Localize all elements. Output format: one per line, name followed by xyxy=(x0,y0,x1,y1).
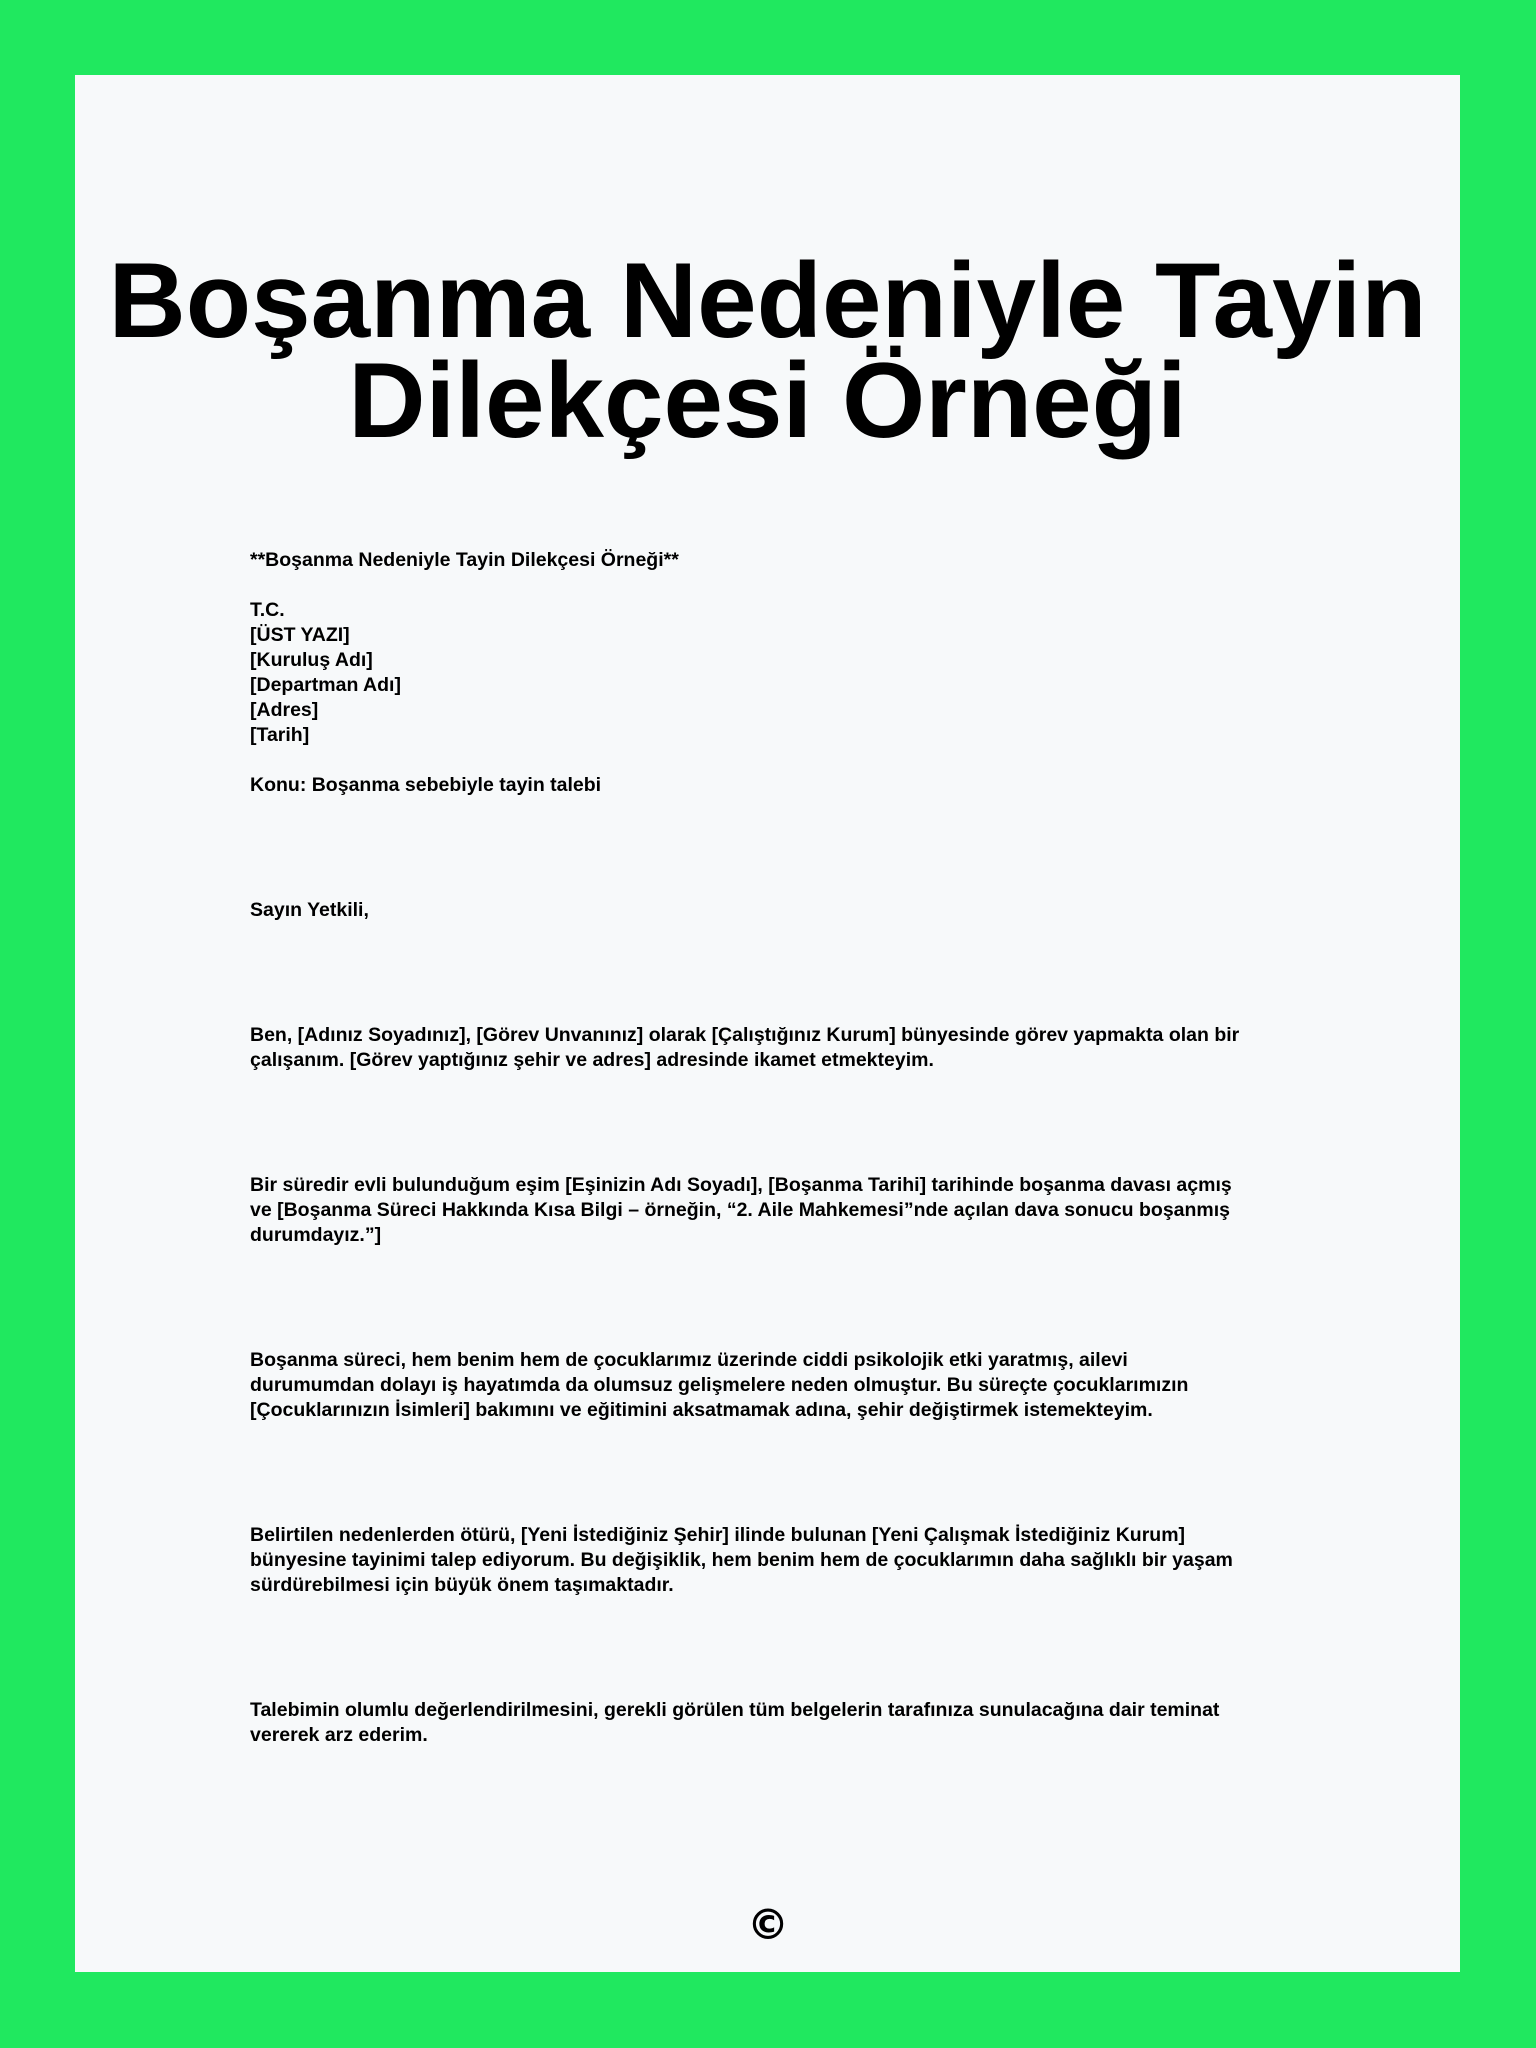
header-line: [Adres] xyxy=(250,699,319,721)
header-line: T.C. xyxy=(250,599,285,621)
paragraph-5: Talebimin olumlu değerlendirilmesini, gerekli görülen tüm belgelerin tarafınıza sunulacağına dair teminat vererek arz ederim. xyxy=(250,1699,1220,1746)
paragraph-4: Belirtilen nedenlerden ötürü, [Yeni İstediğiniz Şehir] ilinde bulunan [Yeni Çalışmak İstediğiniz Kurum] bünyesine tayinimi talep ediyorum. Bu değişiklik, hem benim hem de çocuklarımın daha sağlıklı bir yaşam sürdürebilmesi için büyük önem taşımaktadır. xyxy=(250,1524,1233,1596)
paragraph-2: Bir süredir evli bulunduğum eşim [Eşinizin Adı Soyadı], [Boşanma Tarihi] tarihinde boşanma davası açmış ve [Boşanma Süreci Hakkında Kısa Bilgi – örneğin, “2. Aile Mahkemesi”nde açılan dava sonucu boşanmış durumdayız.”] xyxy=(250,1174,1232,1246)
letter-header xyxy=(250,598,1330,748)
title-line-1: Boşanma Nedeniyle Tayin xyxy=(108,240,1427,360)
salutation: Sayın Yetkili, xyxy=(250,899,369,921)
copyright-icon: © xyxy=(747,1900,789,1949)
header-line: [ÜST YAZI] xyxy=(250,624,350,646)
subject-line: Konu: Boşanma sebebiyle tayin talebi xyxy=(250,774,602,796)
header-line: [Tarih] xyxy=(250,724,310,746)
paragraph-3: Boşanma süreci, hem benim hem de çocuklarımız üzerinde ciddi psikolojik etki yaratmış, ailevi durumumdan dolayı iş hayatımda da olumsuz gelişmelere neden olmuştur. Bu süreçte çocuklarımızın [Çocuklarınızın İsimleri] bakımını ve eğitimini aksatmamak adına, şehir değiştirmek istemekteyim. xyxy=(250,1349,1189,1421)
document-heading: **Boşanma Nedeniyle Tayin Dilekçesi Örneği** xyxy=(250,549,679,571)
title-line-2: Dilekçesi Örneği xyxy=(348,340,1187,460)
header-line: [Kuruluş Adı] xyxy=(250,649,373,671)
document-page xyxy=(75,75,1460,1972)
document-title xyxy=(75,240,1460,460)
header-line: [Departman Adı] xyxy=(250,674,401,696)
paragraph-1: Ben, [Adınız Soyadınız], [Görev Unvanınız] olarak [Çalıştığınız Kurum] bünyesinde görev yapmakta olan bir çalışanım. [Görev yaptığınız şehir ve adres] adresinde ikamet etmekteyim. xyxy=(250,1024,1240,1071)
